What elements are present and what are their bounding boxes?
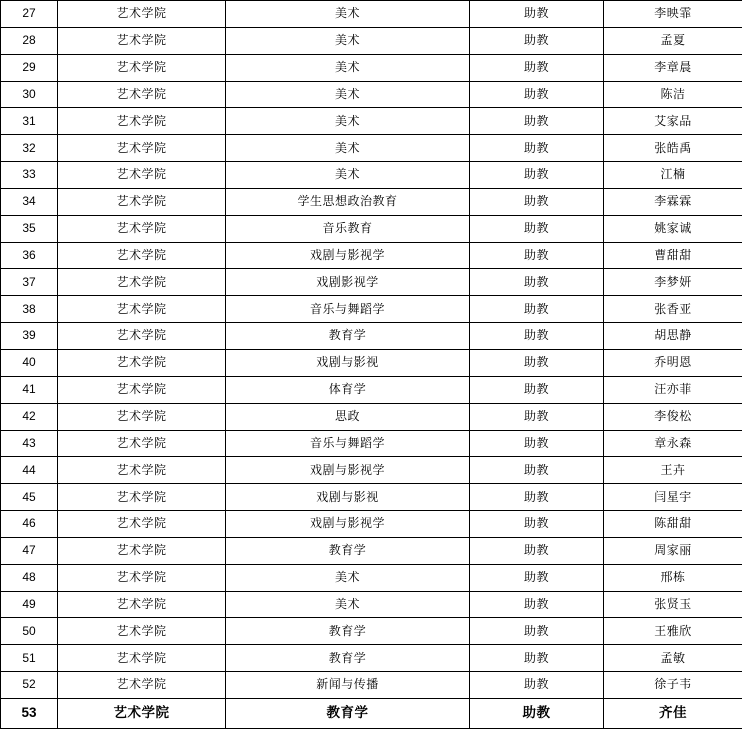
table-row: [1, 484, 742, 511]
row-index: 48: [1, 564, 58, 591]
row-college: 艺术学院: [58, 484, 226, 511]
row-college: 艺术学院: [58, 376, 226, 403]
row-index: 37: [1, 269, 58, 296]
row-major: 美术: [226, 108, 470, 135]
row-name: 孟敏: [604, 645, 742, 672]
row-title: 助教: [470, 108, 604, 135]
row-title: 助教: [470, 27, 604, 54]
table-row: [1, 135, 742, 162]
row-title: 助教: [470, 376, 604, 403]
table-row: [1, 672, 742, 699]
row-name: 孟夏: [604, 27, 742, 54]
row-major: 戏剧影视学: [226, 269, 470, 296]
row-college: 艺术学院: [58, 135, 226, 162]
row-major: 教育学: [226, 323, 470, 350]
row-index: 27: [1, 1, 58, 28]
row-major: 学生思想政治教育: [226, 188, 470, 215]
row-name: 邢栋: [604, 564, 742, 591]
row-index: 43: [1, 430, 58, 457]
row-major: 戏剧与影视: [226, 484, 470, 511]
row-major: 体育学: [226, 376, 470, 403]
row-major: 戏剧与影视: [226, 349, 470, 376]
row-college: 艺术学院: [58, 698, 226, 728]
row-title: 助教: [470, 349, 604, 376]
table-row: [1, 430, 742, 457]
row-name: 陈甜甜: [604, 511, 742, 538]
table-row: [1, 269, 742, 296]
table-row: [1, 645, 742, 672]
row-college: 艺术学院: [58, 323, 226, 350]
row-major: 音乐教育: [226, 215, 470, 242]
row-college: 艺术学院: [58, 81, 226, 108]
row-college: 艺术学院: [58, 242, 226, 269]
row-college: 艺术学院: [58, 403, 226, 430]
table-row: [1, 698, 742, 728]
row-index: 39: [1, 323, 58, 350]
row-title: 助教: [470, 484, 604, 511]
row-title: 助教: [470, 162, 604, 189]
table-row: [1, 564, 742, 591]
row-name: 徐子韦: [604, 672, 742, 699]
row-college: 艺术学院: [58, 215, 226, 242]
row-name: 张贤玉: [604, 591, 742, 618]
row-major: 美术: [226, 27, 470, 54]
row-title: 助教: [470, 296, 604, 323]
row-name: 王雅欣: [604, 618, 742, 645]
row-name: 艾家品: [604, 108, 742, 135]
row-title: 助教: [470, 188, 604, 215]
row-name: 乔明恩: [604, 349, 742, 376]
row-index: 45: [1, 484, 58, 511]
row-title: 助教: [470, 564, 604, 591]
row-index: 46: [1, 511, 58, 538]
row-major: 教育学: [226, 537, 470, 564]
row-major: 思政: [226, 403, 470, 430]
row-index: 53: [1, 698, 58, 728]
row-major: 美术: [226, 81, 470, 108]
row-title: 助教: [470, 457, 604, 484]
row-title: 助教: [470, 537, 604, 564]
row-name: 齐佳: [604, 698, 742, 728]
row-index: 44: [1, 457, 58, 484]
row-college: 艺术学院: [58, 269, 226, 296]
row-name: 李俊松: [604, 403, 742, 430]
row-college: 艺术学院: [58, 349, 226, 376]
row-title: 助教: [470, 1, 604, 28]
table-row: [1, 1, 742, 28]
table-row: [1, 27, 742, 54]
row-index: 35: [1, 215, 58, 242]
row-college: 艺术学院: [58, 1, 226, 28]
row-major: 教育学: [226, 645, 470, 672]
row-title: 助教: [470, 323, 604, 350]
row-index: 52: [1, 672, 58, 699]
row-title: 助教: [470, 135, 604, 162]
row-name: 胡思静: [604, 323, 742, 350]
row-major: 音乐与舞蹈学: [226, 430, 470, 457]
row-major: 教育学: [226, 698, 470, 728]
row-name: 李梦妍: [604, 269, 742, 296]
row-name: 李霖霖: [604, 188, 742, 215]
row-college: 艺术学院: [58, 457, 226, 484]
row-index: 51: [1, 645, 58, 672]
row-college: 艺术学院: [58, 537, 226, 564]
table-row: [1, 296, 742, 323]
row-title: 助教: [470, 645, 604, 672]
row-name: 张皓禹: [604, 135, 742, 162]
row-major: 美术: [226, 135, 470, 162]
row-name: 汪亦菲: [604, 376, 742, 403]
row-college: 艺术学院: [58, 430, 226, 457]
row-college: 艺术学院: [58, 645, 226, 672]
row-index: 47: [1, 537, 58, 564]
row-title: 助教: [470, 242, 604, 269]
row-title: 助教: [470, 618, 604, 645]
row-index: 32: [1, 135, 58, 162]
row-name: 陈洁: [604, 81, 742, 108]
table-row: [1, 242, 742, 269]
row-title: 助教: [470, 698, 604, 728]
row-index: 49: [1, 591, 58, 618]
row-name: 江楠: [604, 162, 742, 189]
row-name: 曹甜甜: [604, 242, 742, 269]
row-index: 41: [1, 376, 58, 403]
row-major: 戏剧与影视学: [226, 511, 470, 538]
row-index: 31: [1, 108, 58, 135]
row-name: 张香亚: [604, 296, 742, 323]
row-index: 40: [1, 349, 58, 376]
table-row: [1, 323, 742, 350]
row-major: 新闻与传播: [226, 672, 470, 699]
row-college: 艺术学院: [58, 618, 226, 645]
row-name: 章永森: [604, 430, 742, 457]
row-index: 28: [1, 27, 58, 54]
row-index: 34: [1, 188, 58, 215]
row-title: 助教: [470, 511, 604, 538]
row-college: 艺术学院: [58, 54, 226, 81]
row-college: 艺术学院: [58, 108, 226, 135]
table-row: [1, 537, 742, 564]
row-major: 美术: [226, 162, 470, 189]
row-name: 闫星宇: [604, 484, 742, 511]
table-row: [1, 618, 742, 645]
row-major: 音乐与舞蹈学: [226, 296, 470, 323]
row-title: 助教: [470, 591, 604, 618]
row-index: 36: [1, 242, 58, 269]
table-row: [1, 376, 742, 403]
row-college: 艺术学院: [58, 188, 226, 215]
row-college: 艺术学院: [58, 162, 226, 189]
table-row: [1, 511, 742, 538]
row-name: 周家丽: [604, 537, 742, 564]
row-title: 助教: [470, 672, 604, 699]
row-college: 艺术学院: [58, 672, 226, 699]
table-row: [1, 54, 742, 81]
row-title: 助教: [470, 81, 604, 108]
row-title: 助教: [470, 54, 604, 81]
row-major: 戏剧与影视学: [226, 242, 470, 269]
row-college: 艺术学院: [58, 591, 226, 618]
row-name: 姚家诚: [604, 215, 742, 242]
row-major: 美术: [226, 591, 470, 618]
row-college: 艺术学院: [58, 27, 226, 54]
row-college: 艺术学院: [58, 564, 226, 591]
table-row: [1, 188, 742, 215]
row-major: 戏剧与影视学: [226, 457, 470, 484]
table-row: [1, 162, 742, 189]
row-college: 艺术学院: [58, 296, 226, 323]
row-name: 王卉: [604, 457, 742, 484]
row-name: 李映霏: [604, 1, 742, 28]
row-index: 38: [1, 296, 58, 323]
row-title: 助教: [470, 430, 604, 457]
table-row: [1, 349, 742, 376]
roster-table-body: [1, 1, 742, 729]
row-major: 美术: [226, 1, 470, 28]
row-major: 教育学: [226, 618, 470, 645]
row-major: 美术: [226, 54, 470, 81]
table-row: [1, 591, 742, 618]
row-index: 33: [1, 162, 58, 189]
row-index: 42: [1, 403, 58, 430]
row-college: 艺术学院: [58, 511, 226, 538]
table-row: [1, 81, 742, 108]
row-index: 29: [1, 54, 58, 81]
table-row: [1, 108, 742, 135]
row-index: 30: [1, 81, 58, 108]
row-title: 助教: [470, 269, 604, 296]
row-title: 助教: [470, 215, 604, 242]
table-row: [1, 403, 742, 430]
row-major: 美术: [226, 564, 470, 591]
row-index: 50: [1, 618, 58, 645]
row-title: 助教: [470, 403, 604, 430]
table-row: [1, 457, 742, 484]
table-row: [1, 215, 742, 242]
row-name: 李章晨: [604, 54, 742, 81]
